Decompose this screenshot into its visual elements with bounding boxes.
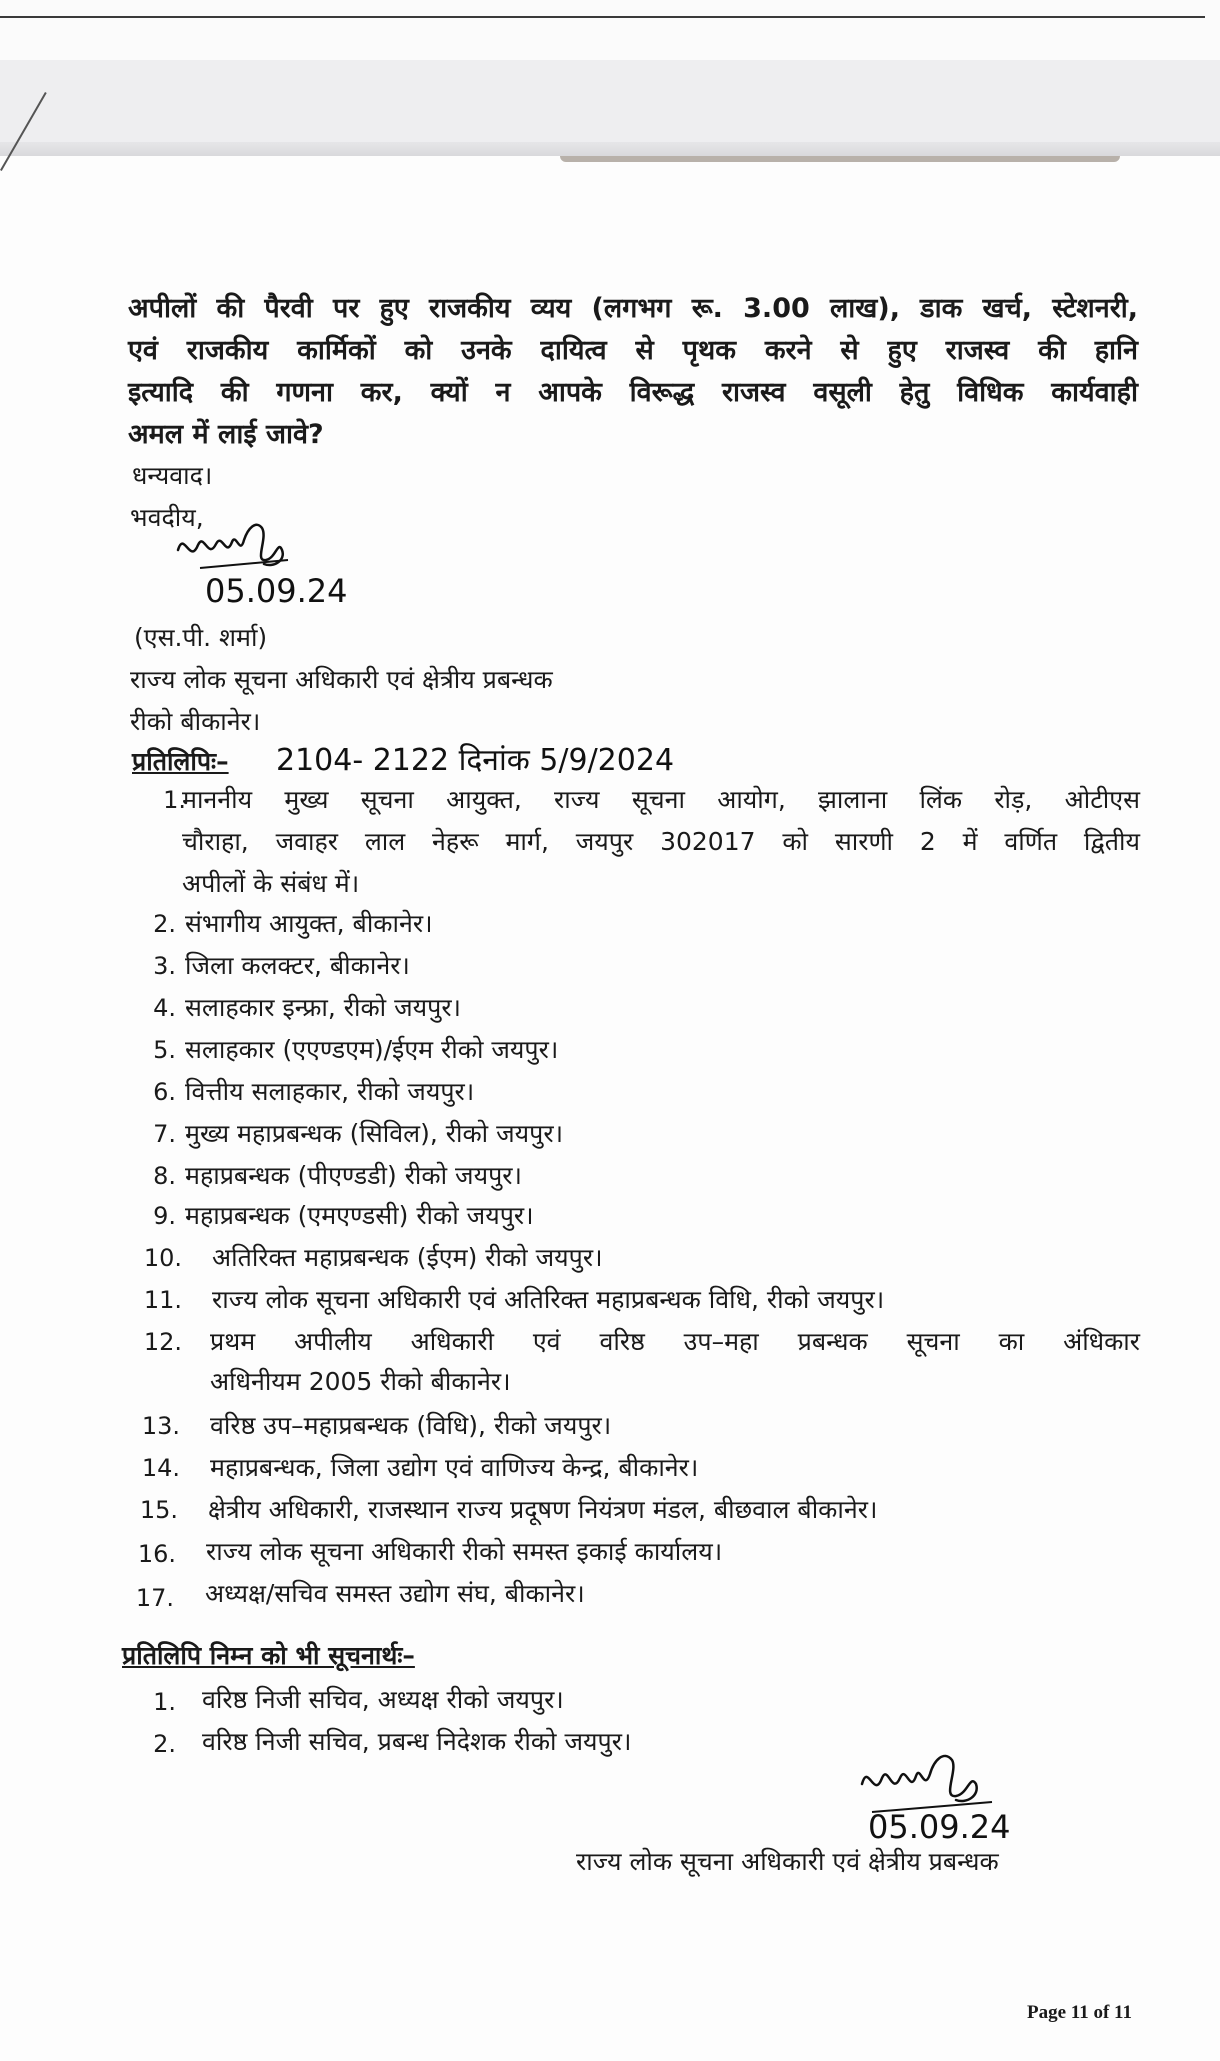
list-item-text: वरिष्ठ उप–महाप्रबन्धक (विधि), रीको जयपुर। (210, 1411, 612, 1440)
bottom-signature-date: 05.09.24 (868, 1808, 1011, 1846)
page-number-total: 11 (1114, 2002, 1132, 2023)
page-number-current: 11 (1070, 2002, 1089, 2023)
list-item-text: वरिष्ठ निजी सचिव, प्रबन्ध निदेशक रीको जयपुर। (202, 1727, 632, 1756)
signature-mark (170, 510, 300, 580)
list-item-text: अतिरिक्त महाप्रबन्धक (ईएम) रीको जयपुर। (212, 1243, 603, 1272)
page-top-edge (560, 156, 1120, 162)
list-item-number: 6. (153, 1078, 176, 1106)
list-item-number: 1. (153, 1688, 176, 1716)
list-item-number: 7. (153, 1120, 176, 1148)
list-item-number: 9. (153, 1202, 176, 1230)
list-item-number: 4. (153, 994, 176, 1022)
page-gap (0, 60, 1220, 156)
list-item-number: 16. (137, 1540, 176, 1568)
list-item-number: 5. (153, 1036, 176, 1064)
list-item-text: महाप्रबन्धक (एमएण्डसी) रीको जयपुर। (185, 1201, 534, 1230)
page-number (1027, 2002, 1132, 2024)
list-item-number: 10. (143, 1244, 182, 1272)
list-item-text: संभागीय आयुक्त, बीकानेर। (185, 909, 433, 938)
list-item-text: प्रथम अपीलीय अधिकारी एवं वरिष्ठ उप–महा प्रबन्धक सूचना का अंधिकार (210, 1327, 1140, 1356)
list-item-number: 2. (153, 1730, 176, 1758)
list-item-text: वरिष्ठ निजी सचिव, अध्यक्ष रीको जयपुर। (202, 1685, 564, 1714)
list-item-text: क्षेत्रीय अधिकारी, राजस्थान राज्य प्रदूषण नियंत्रण मंडल, बीछवाल बीकानेर। (208, 1495, 878, 1524)
list-item-number: 17. (135, 1584, 174, 1612)
page-number-prefix: Page (1026, 2002, 1071, 2023)
list-item-number: 13. (141, 1412, 180, 1440)
paragraph-line: अमल में लाई जावे? (128, 419, 324, 450)
list-item-number: 3. (153, 952, 176, 980)
list-item-number: 11. (143, 1286, 182, 1314)
paragraph-line: एवं राजकीय कार्मिकों को उनके दायित्व से पृथक करने से हुए राजस्व की हानि (128, 335, 1138, 366)
list-item-text: जिला कलक्टर, बीकानेर। (185, 951, 410, 980)
previous-page-rule (0, 16, 1205, 18)
list-item-number: 14. (141, 1454, 180, 1482)
body-paragraph (128, 288, 1138, 456)
list-item-number: 2. (153, 910, 176, 938)
signatory-name: (एस.पी. शर्मा) (134, 623, 268, 652)
list-item-text: अध्यक्ष/सचिव समस्त उद्योग संघ, बीकानेर। (205, 1579, 585, 1608)
list-item-text: राज्य लोक सूचना अधिकारी रीको समस्त इकाई कार्यालय। (206, 1537, 723, 1566)
paragraph-line: इत्यादि की गणना कर, क्यों न आपके विरूद्ध राजस्व वसूली हेतु विधिक कार्यवाही (128, 377, 1138, 408)
signatory-office: रीको बीकानेर। (130, 707, 261, 736)
list-item-text: वित्तीय सलाहकार, रीको जयपुर। (185, 1077, 475, 1106)
list-item-text: चौराहा, जवाहर लाल नेहरू मार्ग, जयपुर 302017 को सारणी 2 में वर्णित द्वितीय (182, 827, 1140, 856)
list-item-text: सलाहकार इन्फ्रा, रीको जयपुर। (185, 993, 462, 1022)
signatory-designation: राज्य लोक सूचना अधिकारी एवं क्षेत्रीय प्रबन्धक (130, 665, 553, 694)
paragraph-line: अपीलों की पैरवी पर हुए राजकीय व्यय (लगभग रू. 3.00 लाख), डाक खर्च, स्टेशनरी, (128, 293, 1138, 324)
previous-page-strip (0, 0, 1220, 60)
info-heading: प्रतिलिपि निम्न को भी सूचनार्थः– (122, 1641, 415, 1670)
list-item-number: 1. (163, 786, 186, 814)
copy-heading: प्रतिलिपिः– (132, 747, 229, 776)
list-item-text: अधिनीयम 2005 रीको बीकानेर। (210, 1367, 511, 1396)
list-item-number: 8. (153, 1162, 176, 1190)
list-item-text: राज्य लोक सूचना अधिकारी एवं अतिरिक्त महाप्रबन्धक विधि, रीको जयपुर। (212, 1285, 885, 1314)
list-item-text: सलाहकार (एएण्डएम)/ईएम रीको जयपुर। (185, 1035, 559, 1064)
list-item-text: मुख्य महाप्रबन्धक (सिविल), रीको जयपुर। (185, 1119, 564, 1148)
list-item-text: महाप्रबन्धक, जिला उद्योग एवं वाणिज्य केन्द्र, बीकानेर। (210, 1453, 699, 1482)
handwritten-dispatch-number: 2104- 2122 दिनांक 5/9/2024 (276, 743, 675, 778)
list-item-number: 15. (139, 1496, 178, 1524)
bottom-signatory-designation: राज्य लोक सूचना अधिकारी एवं क्षेत्रीय प्रबन्धक (576, 1847, 999, 1876)
list-item-text: माननीय मुख्य सूचना आयुक्त, राज्य सूचना आयोग, झालाना लिंक रोड़, ओटीएस (182, 785, 1140, 814)
page-number-middle: of (1088, 2002, 1115, 2023)
thanks-text: धन्यवाद। (132, 461, 213, 490)
signature-date: 05.09.24 (205, 572, 348, 610)
list-item-number: 12. (143, 1328, 182, 1356)
list-item-text: महाप्रबन्धक (पीएण्डडी) रीको जयपुर। (185, 1161, 522, 1190)
list-item-text: अपीलों के संबंध में। (182, 869, 360, 898)
closing-text: भवदीय, (130, 503, 204, 532)
